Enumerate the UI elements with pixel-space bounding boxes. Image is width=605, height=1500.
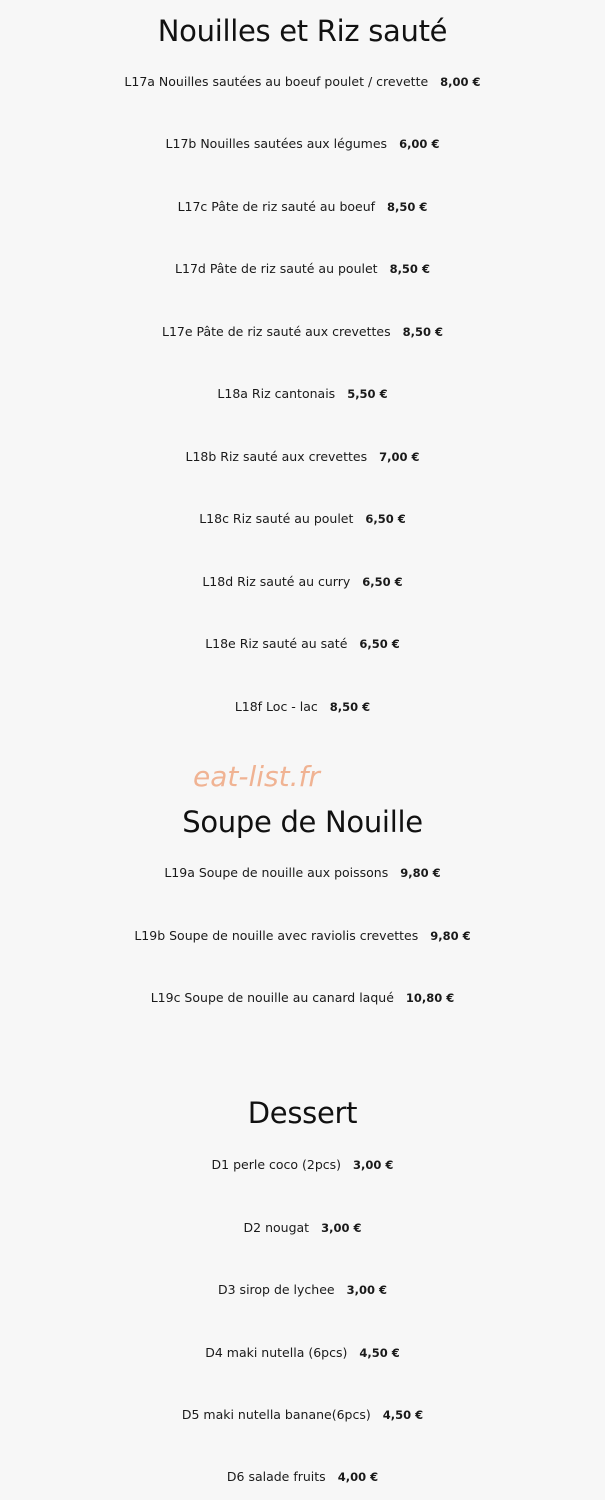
menu-item-name: L19a Soupe de nouille aux poissons: [164, 865, 389, 880]
menu-item: [0, 74, 605, 90]
menu-item-price: 9,80 €: [430, 929, 471, 943]
menu-item-name: L18c Riz sauté au poulet: [199, 511, 354, 526]
menu-item-price: 8,50 €: [329, 700, 371, 714]
menu-item: [0, 1469, 605, 1485]
menu-item: [0, 865, 605, 881]
menu-item-name: L17e Pâte de riz sauté aux crevettes: [161, 324, 391, 339]
menu-item-price: 8,50 €: [389, 262, 430, 276]
watermark: eat-list.fr: [193, 760, 320, 793]
menu-item-price: 8,50 €: [402, 325, 443, 339]
menu-item-name: L19b Soupe de nouille avec raviolis crevettes: [134, 928, 419, 943]
menu-item: [0, 511, 605, 527]
menu-item: [0, 990, 605, 1006]
menu-item-name: L18f Loc - lac: [234, 699, 318, 714]
menu-item: [0, 928, 605, 944]
section-title-nouilles-riz: Nouilles et Riz sauté: [157, 14, 448, 48]
menu-item: [0, 1407, 605, 1423]
menu-item-name: D3 sirop de lychee: [218, 1282, 335, 1297]
menu-item: [0, 636, 605, 652]
menu-item-price: 3,00 €: [353, 1158, 394, 1172]
menu-item: [0, 324, 605, 340]
menu-item-price: 4,00 €: [337, 1470, 379, 1484]
menu-item-price: 5,50 €: [347, 387, 388, 401]
menu-item-name: L17a Nouilles sautées au boeuf poulet / crevette: [124, 74, 429, 89]
menu-item-name: L18b Riz sauté aux crevettes: [185, 449, 368, 464]
menu-item-name: D6 salade fruits: [226, 1469, 326, 1484]
menu-item: [0, 699, 605, 715]
menu-item: [0, 261, 605, 277]
menu-item: [0, 386, 605, 402]
section-title-dessert: Dessert: [247, 1096, 358, 1130]
menu-item-name: L17d Pâte de riz sauté au poulet: [175, 261, 378, 276]
menu-item-name: D4 maki nutella (6pcs): [205, 1345, 348, 1360]
menu-item-name: L18e Riz sauté au saté: [205, 636, 348, 651]
menu-item-price: 6,00 €: [399, 137, 440, 151]
menu-item: [0, 199, 605, 215]
menu-item: [0, 574, 605, 590]
menu-item: [0, 136, 605, 152]
menu-item-price: 6,50 €: [359, 637, 400, 651]
menu-item-name: L19c Soupe de nouille au canard laqué: [150, 990, 394, 1005]
menu-item-price: 8,00 €: [440, 75, 481, 89]
menu-item-price: 9,80 €: [400, 866, 441, 880]
menu-item-price: 8,50 €: [387, 200, 428, 214]
menu-item-price: 7,00 €: [379, 450, 420, 464]
menu-item-price: 10,80 €: [405, 991, 455, 1005]
menu-item-price: 6,50 €: [362, 575, 403, 589]
menu-item: [0, 1220, 605, 1236]
menu-item-name: D2 nougat: [243, 1220, 310, 1235]
menu-item: [0, 1345, 605, 1361]
menu-item: [0, 449, 605, 465]
menu-item: [0, 1157, 605, 1173]
menu-item-price: 6,50 €: [365, 512, 406, 526]
menu-item-price: 3,00 €: [346, 1283, 387, 1297]
section-title-soupe: Soupe de Nouille: [182, 805, 423, 839]
menu-item-name: D1 perle coco (2pcs): [211, 1157, 342, 1172]
menu-item-price: 4,50 €: [382, 1408, 424, 1422]
menu-item-name: L18d Riz sauté au curry: [202, 574, 351, 589]
menu-item-name: L18a Riz cantonais: [217, 386, 336, 401]
menu-item-name: L17c Pâte de riz sauté au boeuf: [177, 199, 376, 214]
menu-item-name: L17b Nouilles sautées aux légumes: [165, 136, 388, 151]
menu-item-price: 3,00 €: [321, 1221, 362, 1235]
menu-item-name: D5 maki nutella banane(6pcs): [181, 1407, 371, 1422]
menu-item-price: 4,50 €: [359, 1346, 400, 1360]
menu-item: [0, 1282, 605, 1298]
